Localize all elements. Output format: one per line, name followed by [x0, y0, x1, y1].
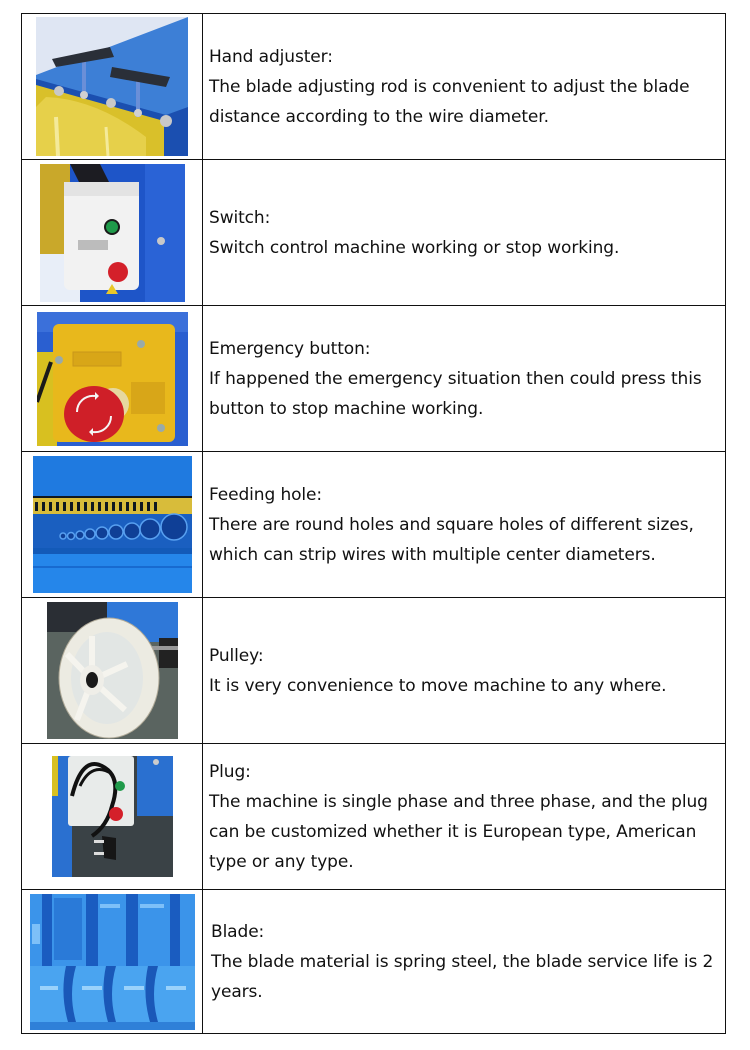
feature-title: Switch:: [209, 207, 271, 228]
feature-title: Feeding hole:: [209, 484, 323, 505]
blade-rollers-photo: [30, 894, 195, 1030]
table-row-pulley: [22, 598, 725, 744]
text-cell: [203, 598, 725, 743]
image-cell: [22, 452, 203, 597]
feature-title: Emergency button:: [209, 338, 371, 359]
table-row-hand-adjuster: [22, 14, 725, 160]
image-cell: [22, 160, 203, 305]
feeding-hole-photo: [33, 456, 192, 593]
table-row-feeding-hole: [22, 452, 725, 598]
image-cell: [22, 890, 203, 1033]
emergency-button-photo: [37, 312, 188, 446]
image-cell: [22, 14, 203, 159]
image-cell: [22, 598, 203, 743]
table-row-plug: [22, 744, 725, 890]
feature-description: Switch control machine working or stop working.: [209, 237, 620, 258]
switch-box-photo: [40, 164, 185, 302]
feature-description: There are round holes and square holes of different sizes, which can strip wires with multiple center diameters.: [209, 514, 694, 565]
text-cell: [203, 452, 725, 597]
image-cell: [22, 306, 203, 451]
feature-title: Blade:: [211, 921, 265, 942]
text-cell: [203, 14, 725, 159]
feature-title: Hand adjuster:: [209, 46, 333, 67]
table-row-emergency-button: [22, 306, 725, 452]
text-cell: [203, 744, 725, 889]
feature-table: [21, 13, 726, 1034]
table-row-blade: [22, 890, 725, 1033]
feature-description: The blade material is spring steel, the blade service life is 2 years.: [211, 951, 714, 1002]
feature-description: The blade adjusting rod is convenient to adjust the blade distance according to the wire diameter.: [209, 76, 690, 127]
text-cell: [203, 306, 725, 451]
text-cell: [203, 890, 725, 1033]
table-row-switch: [22, 160, 725, 306]
feature-title: Pulley:: [209, 645, 264, 666]
feature-description: It is very convenience to move machine to any where.: [209, 675, 667, 696]
plug-photo: [52, 756, 173, 877]
feature-description: If happened the emergency situation then could press this button to stop machine working.: [209, 368, 702, 419]
feature-description: The machine is single phase and three phase, and the plug can be customized whether it is European type, American type or any type.: [209, 791, 708, 872]
hand-adjuster-photo: [36, 17, 188, 156]
text-cell: [203, 160, 725, 305]
feature-title: Plug:: [209, 761, 251, 782]
image-cell: [22, 744, 203, 889]
pulley-wheel-photo: [47, 602, 178, 739]
